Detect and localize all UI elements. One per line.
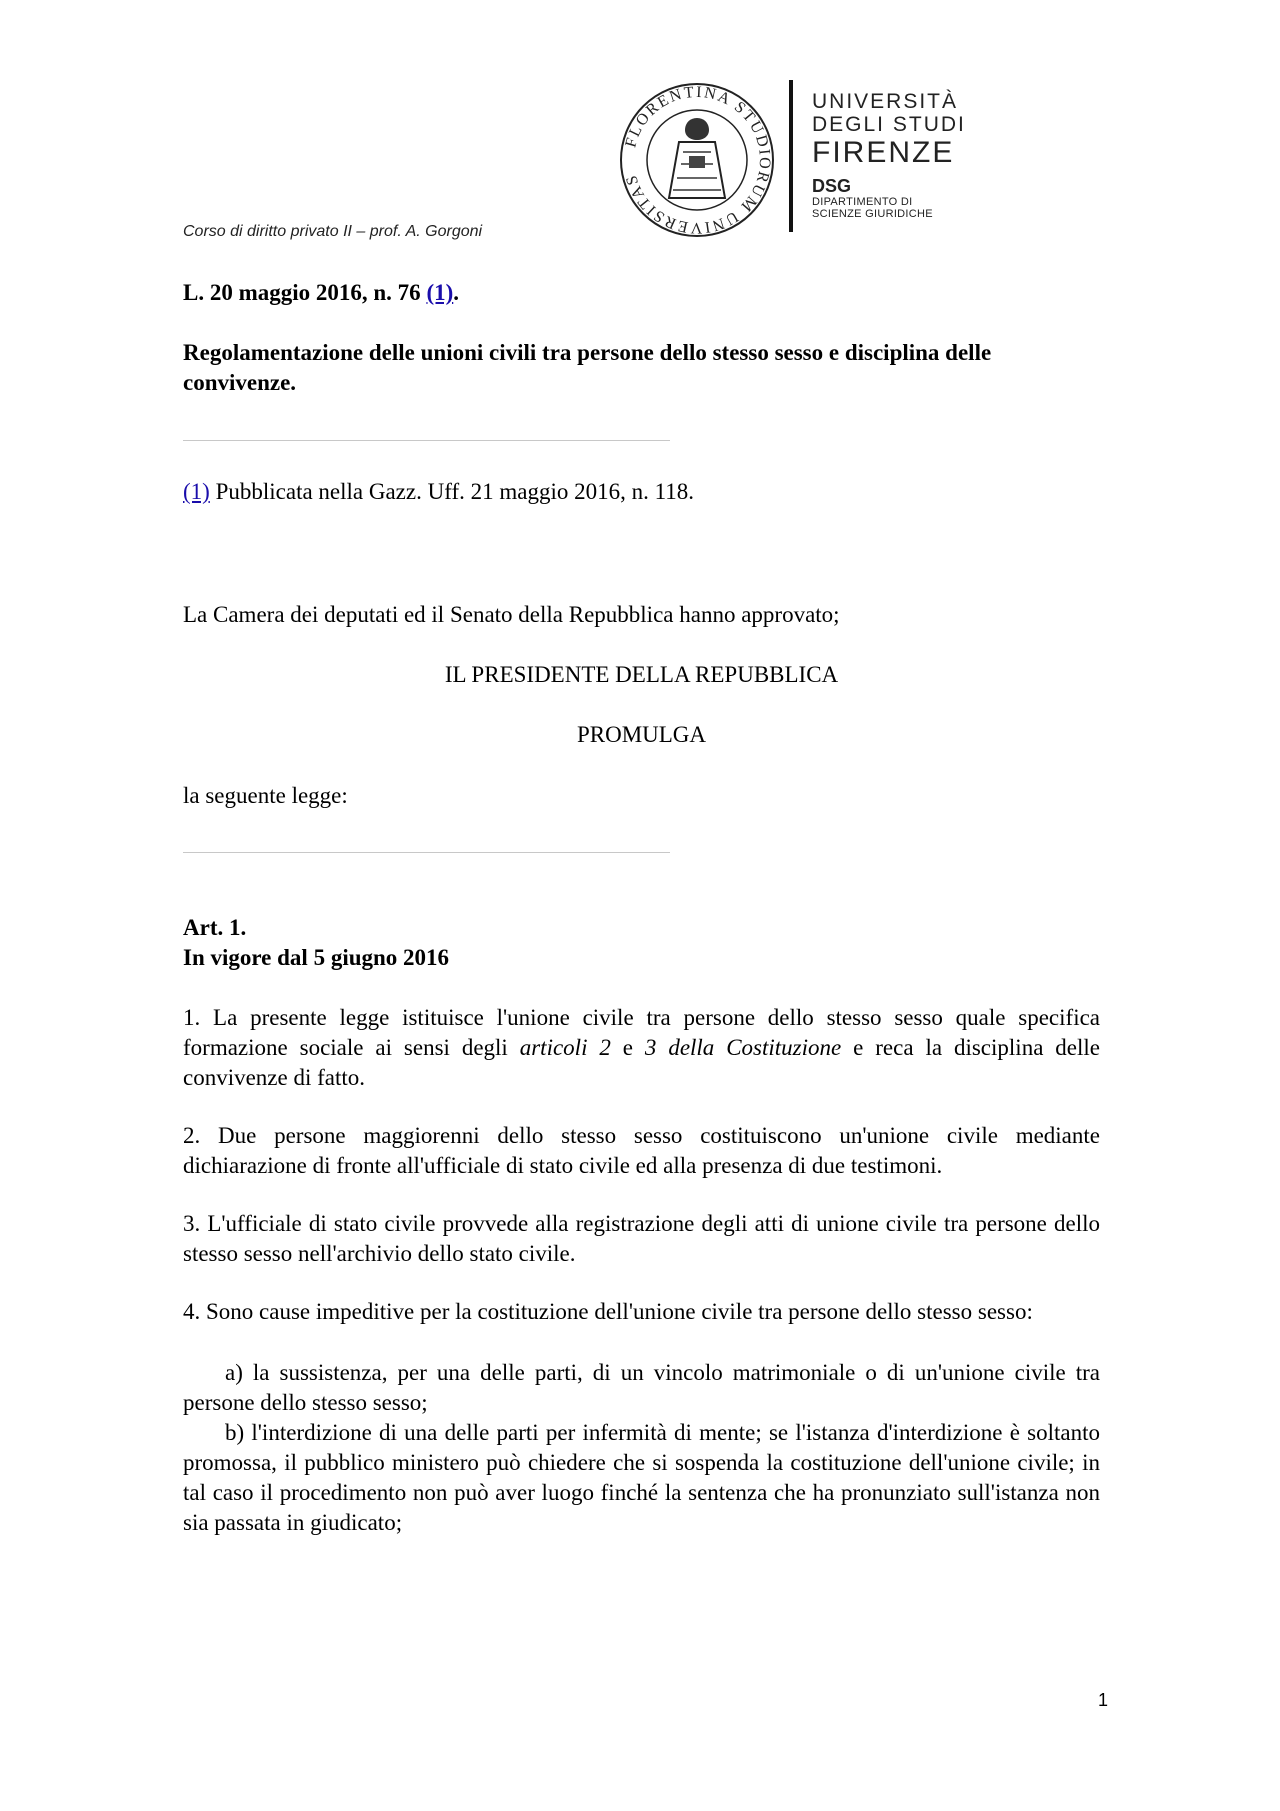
university-line-1: UNIVERSITÀ bbox=[812, 90, 959, 113]
separator-line bbox=[183, 852, 670, 853]
law-subtitle: Regolamentazione delle unioni civili tra persone dello stesso sesso e disciplina delle convivenze. bbox=[183, 340, 992, 395]
paragraph-1-start: 1. La presente legge istituisce l'unione civile tra persone dello stesso sesso quale specifica formazione sociale ai sensi degli bbox=[183, 1005, 1100, 1060]
logo-divider bbox=[789, 80, 793, 232]
footnote-ref-link[interactable]: (1) bbox=[426, 280, 454, 305]
paragraph-1-end: e reca la disciplina delle convivenze di fatto. bbox=[183, 1035, 1101, 1090]
paragraph-1 bbox=[183, 1003, 1100, 1093]
approval-text: La Camera dei deputati ed il Senato della Repubblica hanno approvato; bbox=[183, 602, 840, 627]
constitution-ref-1: articoli 2 bbox=[519, 1035, 611, 1060]
article-number: Art. 1. bbox=[183, 915, 247, 940]
paragraph-4: 4. Sono cause impeditive per la costituzione dell'unione civile tra persone dello stesso sesso: bbox=[183, 1299, 1033, 1324]
promulga-heading: PROMULGA bbox=[576, 722, 707, 747]
constitution-ref-2: 3 della Costituzione bbox=[644, 1035, 842, 1060]
footnote bbox=[183, 477, 1100, 507]
paragraph-2: 2. Due persone maggiorenni dello stesso sesso costituiscono un'unione civile mediante dichiarazione di fronte all'ufficiale di stato civile ed alla presenza di due testimoni. bbox=[183, 1123, 1100, 1178]
footnote-back-link[interactable]: (1) bbox=[183, 479, 210, 504]
university-line-3: FIRENZE bbox=[812, 136, 955, 169]
separator-line bbox=[183, 440, 670, 441]
footnote-text: Pubblicata nella Gazz. Uff. 21 maggio 2016, n. 118. bbox=[209, 479, 694, 504]
paragraph-4a: a) la sussistenza, per una delle parti, di un vincolo matrimoniale o di un'unione civile tra persone dello stesso sesso; bbox=[183, 1360, 1100, 1415]
department-line-2: SCIENZE GIURIDICHE bbox=[812, 208, 933, 220]
law-title-suffix: . bbox=[453, 280, 460, 305]
university-wordmark bbox=[812, 90, 966, 220]
page-number: 1 bbox=[1098, 1690, 1109, 1710]
paragraph-4b: b) l'interdizione di una delle parti per infermità di mente; se l'istanza d'interdizione è soltanto promossa, il pubblico ministero può chiedere che si sospenda la costituzione dell'unione civile; in tal caso il procedimento non può aver luogo finché la sentenza che ha pronunziato sull'istanza non sia passata in giudicato; bbox=[183, 1420, 1100, 1535]
university-seal-logo bbox=[617, 80, 777, 240]
paragraph-3: 3. L'ufficiale di stato civile provvede alla registrazione degli atti di unione civile tra persone dello stesso sesso nell'archivio dello stato civile. bbox=[183, 1211, 1100, 1266]
following-law-text: la seguente legge: bbox=[183, 783, 348, 808]
law-title-text: L. 20 maggio 2016, n. 76 bbox=[183, 280, 427, 305]
paragraph-1-mid: e bbox=[610, 1035, 645, 1060]
department-abbr: DSG bbox=[812, 176, 852, 196]
course-header: Corso di diritto privato II – prof. A. Gorgoni bbox=[183, 223, 483, 240]
university-line-2: DEGLI STUDI bbox=[812, 113, 966, 136]
article-in-force: In vigore dal 5 giugno 2016 bbox=[183, 945, 450, 970]
president-heading: IL PRESIDENTE DELLA REPUBBLICA bbox=[444, 662, 839, 687]
svg-text:FLORENTINA STUDIORUM UNIVERSIT: FLORENTINA STUDIORUM UNIVERSITAS bbox=[622, 83, 774, 237]
department-line-1: DIPARTIMENTO DI bbox=[812, 196, 913, 208]
law-title bbox=[183, 278, 1100, 308]
